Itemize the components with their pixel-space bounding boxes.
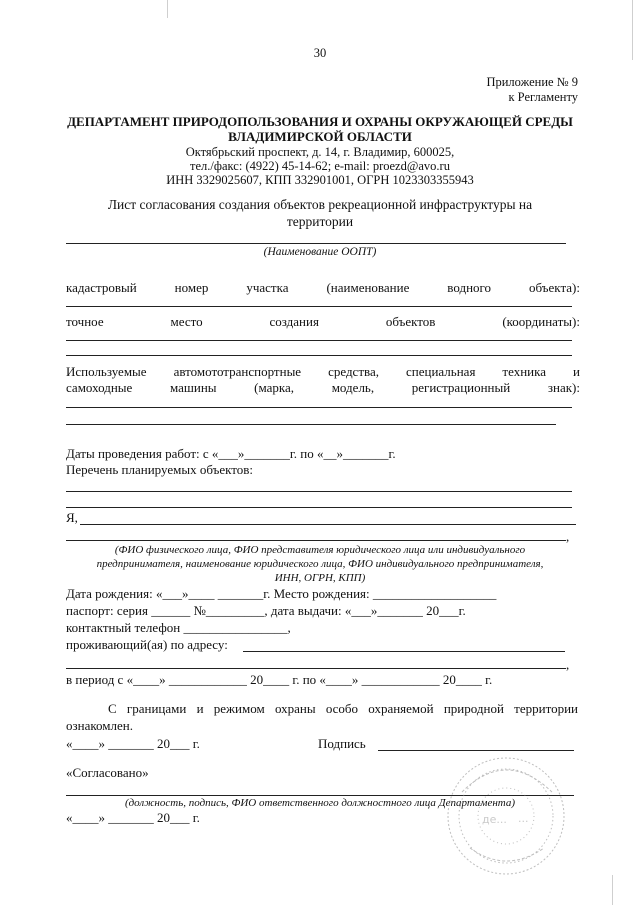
official-caption: (должность, подпись, ФИО ответственного должностного лица Департамента) xyxy=(124,797,516,809)
agreed-label: «Согласовано» xyxy=(66,765,149,780)
signature-line[interactable] xyxy=(378,750,574,751)
appendix-label: Приложение № 9 xyxy=(486,75,578,89)
location-word-3: создания xyxy=(269,314,319,329)
vehicles2-word-1: самоходные xyxy=(66,380,133,395)
cadastral-line[interactable] xyxy=(66,306,572,307)
residence-comma: , xyxy=(566,657,570,672)
vehicles-word-4: специальная xyxy=(406,364,476,379)
cadastral-word-3: участка xyxy=(246,280,289,295)
work-dates[interactable]: Даты проведения работ: с «___»_______г. по «__»_______г. xyxy=(66,446,396,461)
vehicles2-word-2: машины xyxy=(169,380,217,395)
scan-artifact-top xyxy=(167,0,168,18)
vehicles-line-2[interactable] xyxy=(66,424,556,425)
passport-info[interactable]: паспорт: серия ______ №_________, дата выдачи: «___»_______ 20___г. xyxy=(66,603,466,618)
scan-artifact-bottom xyxy=(612,875,613,905)
ack-word-5: охраны xyxy=(274,701,316,716)
cadastral-word-6: объекта): xyxy=(529,280,580,295)
vehicles2-word-4: модель, xyxy=(331,380,375,395)
cadastral-word-5: водного xyxy=(447,280,492,295)
vehicles-label-line1 xyxy=(66,364,580,380)
sign-date[interactable]: «____» _______ 20___ г. xyxy=(66,736,200,751)
org-name-line2: ВЛАДИМИРСКОЙ ОБЛАСТИ xyxy=(228,129,412,144)
vehicles-word-2: автомототранспортные xyxy=(173,364,302,379)
location-word-5: (координаты): xyxy=(502,314,580,329)
vehicles2-word-6: знак): xyxy=(547,380,580,395)
vehicles-word-5: техника xyxy=(502,364,547,379)
residence-label: проживающий(ая) по адресу: xyxy=(66,637,228,652)
vehicles-line-1[interactable] xyxy=(66,407,572,408)
applicant-comma: , xyxy=(566,529,570,544)
residence-line-2[interactable] xyxy=(66,668,566,669)
page-number: 30 xyxy=(313,46,327,60)
appendix-regulation: к Регламенту xyxy=(508,90,578,104)
cadastral-word-1: кадастровый xyxy=(66,280,137,295)
applicant-prefix: Я, xyxy=(66,510,78,525)
vehicles-word-3: средства, xyxy=(328,364,379,379)
period-info[interactable]: в период с «____» ____________ 20____ г. по «____» ____________ 20____ г. xyxy=(66,672,493,687)
vehicles-label-line2 xyxy=(66,380,580,396)
oopt-name-line[interactable] xyxy=(66,243,566,244)
location-label xyxy=(66,314,580,330)
org-name-line1: ДЕПАРТАМЕНТ ПРИРОДОПОЛЬЗОВАНИЯ И ОХРАНЫ ОКРУЖАЮЩЕЙ СРЕДЫ xyxy=(67,114,573,129)
form-title-line2: территории xyxy=(286,214,354,229)
svg-text:де...: де... xyxy=(482,813,507,826)
location-word-4: объектов xyxy=(385,314,436,329)
location-word-2: место xyxy=(170,314,203,329)
cadastral-word-2: номер xyxy=(174,280,209,295)
location-line-1[interactable] xyxy=(66,340,572,341)
ack-word-4: режимом xyxy=(213,701,265,716)
acknowledgement-line1 xyxy=(108,701,578,717)
vehicles-word-1: Используемые xyxy=(66,364,147,379)
form-title-line1: Лист согласования создания объектов рекреационной инфраструктуры на xyxy=(107,197,533,212)
planned-objects-line-2[interactable] xyxy=(66,507,572,508)
org-contacts: тел./факс: (4922) 45-14-62; e-mail: proezd@avo.ru xyxy=(190,159,450,173)
ack-word-8: природной xyxy=(443,701,504,716)
vehicles2-word-3: (марка, xyxy=(254,380,295,395)
ack-word-1: С xyxy=(108,701,117,716)
cadastral-word-4: (наименование xyxy=(326,280,410,295)
fio-caption-1: (ФИО физического лица, ФИО представителя юридического лица или индивидуального xyxy=(114,544,526,556)
final-date[interactable]: «____» _______ 20___ г. xyxy=(66,810,200,825)
official-stamp-icon xyxy=(440,752,570,877)
ack-word-6: особо xyxy=(325,701,359,716)
fio-caption-3: ИНН, ОГРН, КПП) xyxy=(274,572,366,584)
ack-word-7: охраняемой xyxy=(368,701,434,716)
fio-caption-2: предпринимателя, наименование юридического лица, ФИО индивидуального предпринимателя, xyxy=(96,558,544,570)
ack-word-3: и xyxy=(196,701,204,716)
planned-objects-line-1[interactable] xyxy=(66,491,572,492)
vehicles-word-6: и xyxy=(573,364,580,379)
location-word-1: точное xyxy=(66,314,104,329)
phone-info[interactable]: контактный телефон ________________, xyxy=(66,620,291,635)
org-ids: ИНН 3329025607, КПП 332901001, ОГРН 1023303355943 xyxy=(166,173,474,187)
svg-text:...: ... xyxy=(518,812,529,825)
applicant-line-2[interactable] xyxy=(66,540,566,541)
signature-label: Подпись xyxy=(318,736,366,751)
birth-info[interactable]: Дата рождения: «___»____ _______г. Место рождения: ___________________ xyxy=(66,586,497,601)
org-address: Октябрьский проспект, д. 14, г. Владимир, 600025, xyxy=(185,145,455,159)
vehicles2-word-5: регистрационный xyxy=(411,380,511,395)
ack-word-9: территории xyxy=(514,701,578,716)
planned-objects-label: Перечень планируемых объектов: xyxy=(66,462,254,477)
acknowledgement-line2: ознакомлен. xyxy=(66,718,133,733)
cadastral-label xyxy=(66,280,580,296)
residence-line-1[interactable] xyxy=(243,651,565,652)
oopt-caption: (Наименование ООПТ) xyxy=(263,246,377,258)
location-line-2[interactable] xyxy=(66,355,572,356)
ack-word-2: границами xyxy=(126,701,187,716)
applicant-line-1[interactable] xyxy=(80,524,576,525)
